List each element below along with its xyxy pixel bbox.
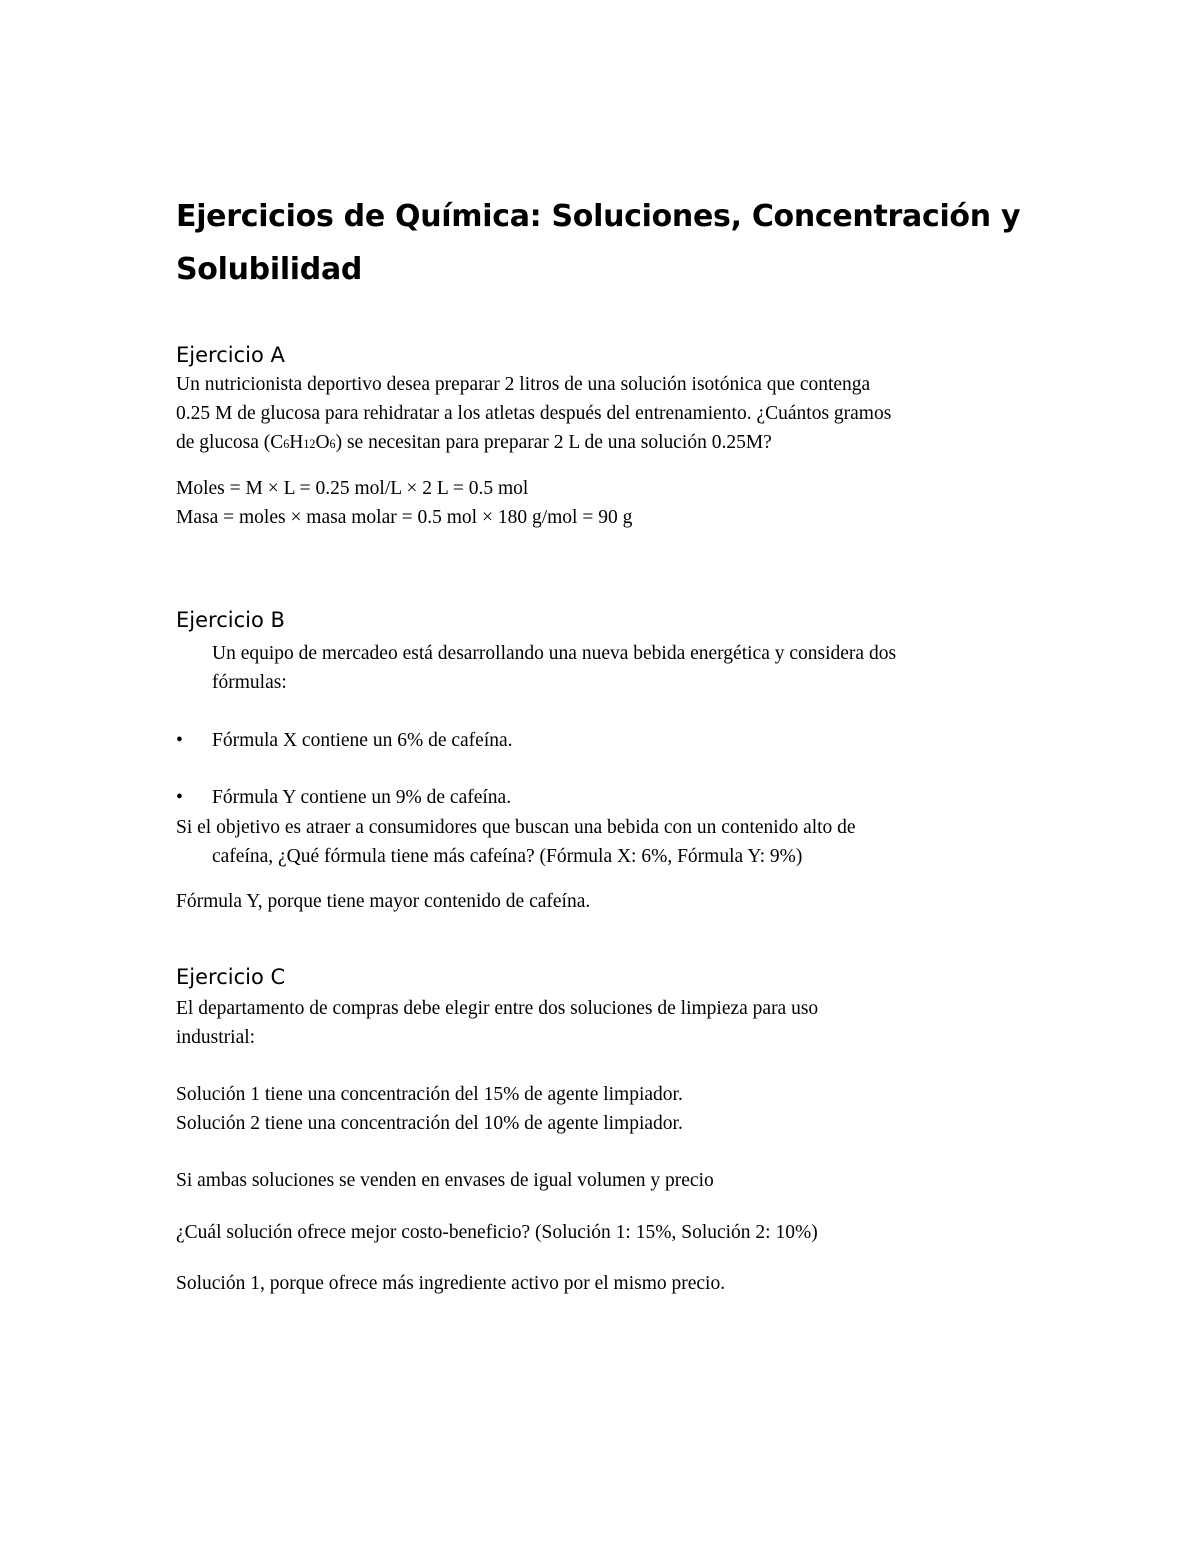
list-item-text: Fórmula X contiene un 6% de cafeína.: [212, 730, 513, 751]
section-c-answer: Solución 1, porque ofrece más ingrediente activo por el mismo precio.: [176, 1273, 726, 1294]
section-b-question-line-2: cafeína, ¿Qué fórmula tiene más cafeína? (Fórmula X: 6%, Fórmula Y: 9%): [212, 846, 803, 867]
document-page: [176, 190, 1036, 1298]
section-c-heading: Ejercicio C: [176, 965, 286, 989]
section-a-heading: Ejercicio A: [176, 343, 285, 367]
line3-o: O: [315, 432, 330, 453]
line3-post: ) se necesitan para preparar 2 L de una solución 0.25M?: [335, 432, 772, 453]
subscript-h: 12: [303, 437, 316, 451]
document-title: [176, 190, 1036, 296]
solution-2-text: Solución 2 tiene una concentración del 10% de agente limpiador.: [176, 1113, 683, 1134]
list-item: [176, 726, 1036, 755]
section-b: [176, 606, 1036, 916]
solution-1-text: Solución 1 tiene una concentración del 15% de agente limpiador.: [176, 1084, 683, 1105]
list-item-text: Fórmula Y contiene un 9% de cafeína.: [212, 787, 512, 808]
bullet-icon: •: [176, 730, 183, 751]
calc-mass: Masa = moles × masa molar = 0.5 mol × 180 g/mol = 90 g: [176, 507, 633, 528]
section-b-heading: Ejercicio B: [176, 608, 285, 632]
section-b-answer: Fórmula Y, porque tiene mayor contenido de cafeína.: [176, 891, 591, 912]
section-c-solutions: [176, 1080, 1036, 1138]
section-b-question: [176, 813, 1036, 871]
line3-pre: de glucosa (C: [176, 432, 284, 453]
section-a-line-2: 0.25 M de glucosa para rehidratar a los atletas después del entrenamiento. ¿Cuántos gramos: [176, 403, 892, 424]
bullet-icon: •: [176, 787, 183, 808]
section-a-line-3: [176, 432, 772, 453]
line3-h: H: [289, 432, 304, 453]
section-c-condition: Si ambas soluciones se venden en envases de igual volumen y precio: [176, 1170, 714, 1191]
subscript-c: 6: [283, 437, 290, 451]
section-c-intro-line-1: El departamento de compras debe elegir entre dos soluciones de limpieza para uso: [176, 998, 819, 1019]
section-c: [176, 963, 1036, 1298]
subscript-o: 6: [329, 437, 336, 451]
section-c-question: ¿Cuál solución ofrece mejor costo-beneficio? (Solución 1: 15%, Solución 2: 10%): [176, 1222, 818, 1243]
formula-list: [176, 726, 1036, 812]
list-item: [176, 783, 1036, 812]
section-a: [176, 341, 1036, 532]
calc-moles: Moles = M × L = 0.25 mol/L × 2 L = 0.5 mol: [176, 478, 529, 499]
section-b-intro-line-2: fórmulas:: [212, 672, 287, 693]
section-c-intro: [176, 994, 1036, 1052]
title-line-1: Ejercicios de Química: Soluciones, Concentración y: [176, 199, 1021, 234]
section-a-calculation: [176, 474, 1036, 532]
section-c-intro-line-2: industrial:: [176, 1027, 256, 1048]
section-b-intro: [176, 639, 1036, 697]
section-a-line-1: Un nutricionista deportivo desea preparar 2 litros de una solución isotónica que contenga: [176, 374, 871, 395]
section-b-intro-line-1: Un equipo de mercadeo está desarrollando una nueva bebida energética y considera dos: [212, 643, 897, 664]
section-a-problem: [176, 370, 1036, 459]
title-line-2: Solubilidad: [176, 252, 363, 287]
section-b-question-line-1: Si el objetivo es atraer a consumidores que buscan una bebida con un contenido alto de: [176, 817, 856, 838]
